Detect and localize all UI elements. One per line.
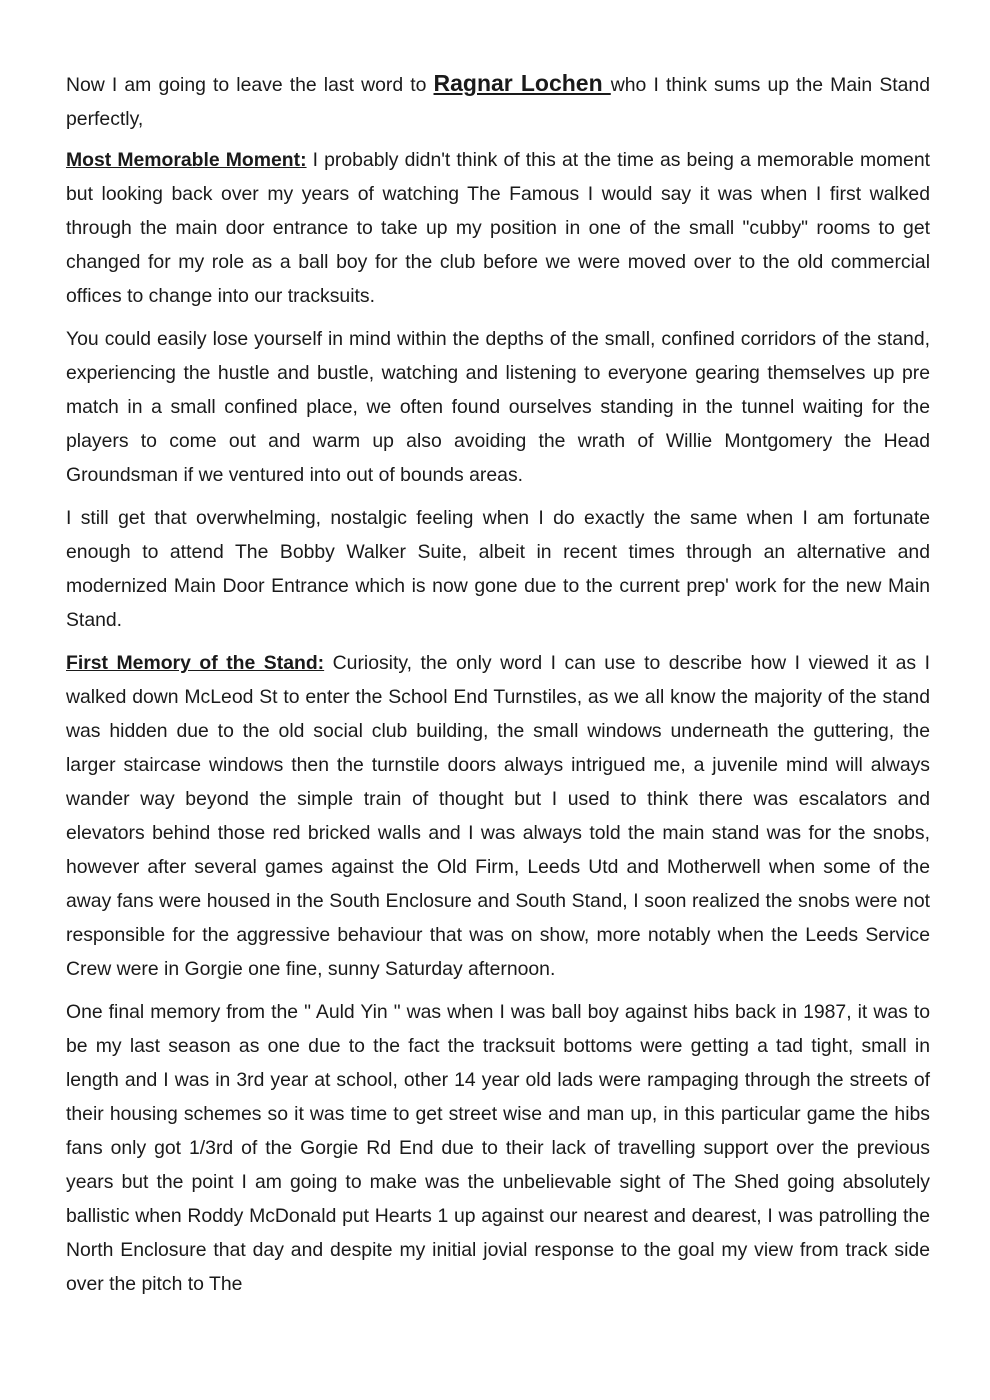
corridors-paragraph: You could easily lose yourself in mind within the depths of the small, confined corridors of the stand, experiencing the hustle and bustle, watching and listening to everyone gearing themselves up pre match in a small confined place, we often found ourselves standing in the tunnel waiting for the players to come out and warm up also avoiding the wrath of Willie Montgomery the Head Groundsman if we ventured into out of bounds areas. bbox=[66, 328, 930, 486]
first-memory-paragraph bbox=[66, 646, 930, 986]
intro-text-after: who I think sums up the Main Stand perfectly, bbox=[66, 74, 930, 130]
author-name: Ragnar Lochen bbox=[433, 70, 611, 96]
intro-text-before: Now I am going to leave the last word to bbox=[66, 74, 434, 96]
memorable-moment-heading: Most Memorable Moment: bbox=[66, 149, 307, 171]
memorable-moment-text: I probably didn't think of this at the time as being a memorable moment but looking back over my years of watching The Famous I would say it was when I first walked through the main door entrance to take up my position in one of the small "cubby" rooms to get changed for my role as a ball boy for the club before we were moved over to the old commercial offices to change into our tracksuits. bbox=[66, 149, 931, 307]
final-memory-paragraph: One final memory from the " Auld Yin " was when I was ball boy against hibs back in 1987, it was to be my last season as one due to the fact the tracksuit bottoms were getting a tad tight, small in length and I was in 3rd year at school, other 14 year old lads were rampaging through the streets of their housing schemes so it was time to get street wise and man up, in this particular game the hibs fans only got 1/3rd of the Gorgie Rd End due to their lack of travelling support over the previous years but the point I am going to make was the unbelievable sight of The Shed going absolutely ballistic when Roddy McDonald put Hearts 1 up against our nearest and dearest, I was patrolling the North Enclosure that day and despite my initial jovial response to the goal my view from track side over the pitch to The bbox=[66, 1001, 930, 1295]
bobby-walker-suite-paragraph: I still get that overwhelming, nostalgic feeling when I do exactly the same when I am fortunate enough to attend The Bobby Walker Suite, albeit in recent times through an alternative and modernized Main Door Entrance which is now gone due to the current prep' work for the new Main Stand. bbox=[66, 507, 930, 631]
first-memory-text: Curiosity, the only word I can use to describe how I viewed it as I walked down McLeod St to enter the School End Turnstiles, as we all know the majority of the stand was hidden due to the old social club building, the small windows underneath the guttering, the larger staircase windows then the turnstile doors always intrigued me, a juvenile mind will always wander way beyond the simple train of thought but I used to think there was escalators and elevators behind those red bricked walls and I was always told the main stand was for the snobs, however after several games against the Old Firm, Leeds Utd and Motherwell when some of the away fans were housed in the South Enclosure and South Stand, I soon realized the snobs were not responsible for the aggressive behaviour that was on show, more notably when the Leeds Service Crew were in Gorgie one fine, sunny Saturday afternoon. bbox=[66, 652, 930, 980]
first-memory-heading: First Memory of the Stand: bbox=[66, 652, 325, 674]
document-page bbox=[66, 66, 930, 1310]
intro-paragraph bbox=[66, 66, 930, 136]
memorable-moment-paragraph bbox=[66, 143, 930, 313]
